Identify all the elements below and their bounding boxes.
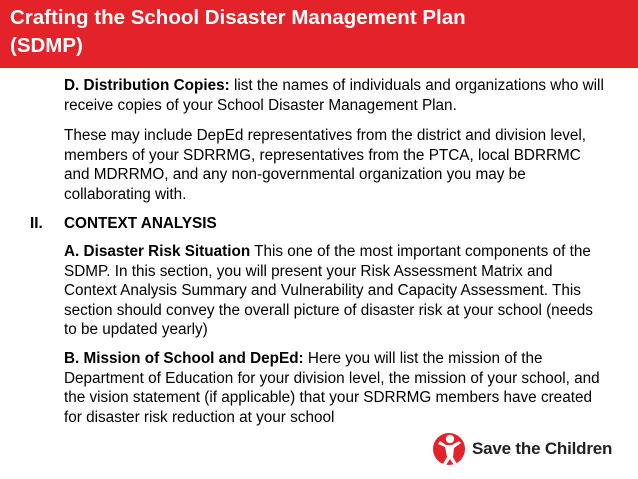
risk-situation-text: This one of the most important components of the SDMP. In this section, you will present your Risk Assessment Matrix and Context Analysis Summary and Vulnerability and Capacity Assessment. This section should convey the overall picture of disaster risk at your school (needs to be updated yearly): [64, 243, 593, 338]
title-bar: [0, 0, 638, 68]
distribution-text: list the names of individuals and organizations who will receive copies of your School Disaster Management Plan.: [64, 77, 604, 114]
mission-text: Here you will list the mission of the Department of Education for your division level, the mission of your school, and the vision statement (if applicable) that your SDRRMG members have created for disaster risk reduction at your school: [64, 350, 600, 426]
mission-heading: B. Mission of School and DepEd:: [64, 350, 304, 367]
child-figure-icon: [432, 430, 466, 468]
risk-situation-paragraph: [64, 242, 604, 340]
slide-title-line-2: (SDMP): [10, 34, 83, 57]
context-analysis-heading: CONTEXT ANALYSIS: [64, 215, 217, 232]
distribution-heading: D. Distribution Copies:: [64, 77, 230, 94]
mission-paragraph: [64, 349, 604, 427]
section-numeral: II.: [30, 215, 43, 232]
save-the-children-logo: [432, 426, 632, 472]
distribution-paragraph: [64, 76, 604, 115]
risk-situation-heading: A. Disaster Risk Situation: [64, 243, 251, 260]
slide-title-line-1: Crafting the School Disaster Management Plan: [10, 6, 466, 29]
distribution-details-paragraph: These may include DepEd representatives from the district and division level, members of your SDRRMG, representatives from the PTCA, local BDRRMC and MDRRMO, and any non-governmental organization you may be collaborating with.: [64, 127, 587, 203]
logo-text: Save the Children: [472, 439, 613, 458]
slide-title: [10, 4, 628, 60]
